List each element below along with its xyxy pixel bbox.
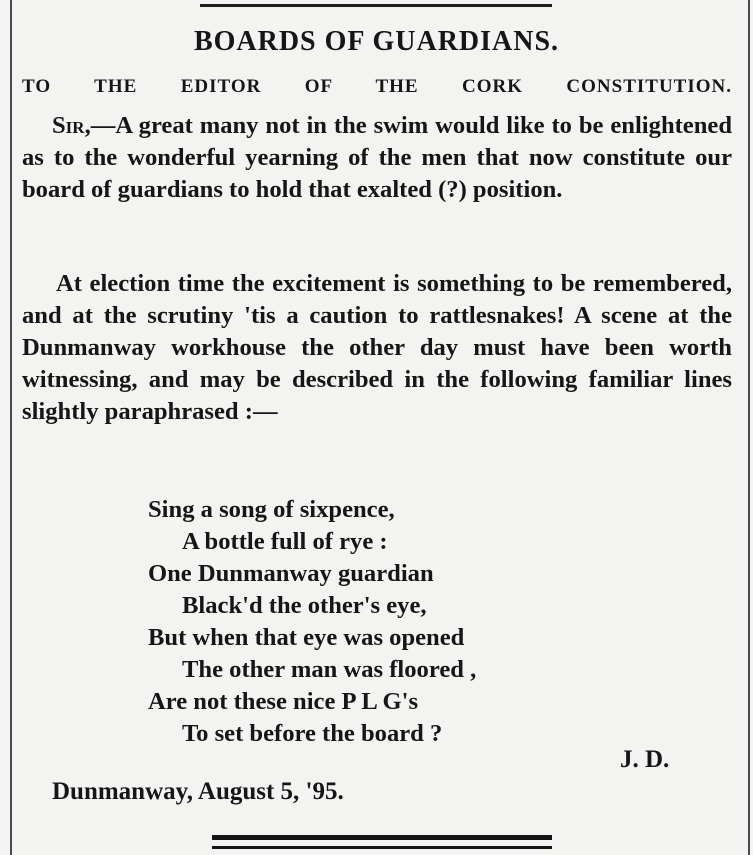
headline: BOARDS OF GUARDIANS. <box>193 26 560 57</box>
poem-line: Are not these nice P L G's <box>148 688 419 715</box>
letter-paragraph-2: At election time the excitement is something to be remembered, and at the scrutiny 'tis a caution to rattlesnakes! A scene at the Dunmanway workhouse the other day must have been worth witnessing, and may be described in the following familiar lines slightly paraphrased :— <box>22 270 732 425</box>
poem-line: Sing a song of sixpence, <box>148 496 395 523</box>
poem-line: A bottle full of rye : <box>182 528 388 555</box>
signature: J. D. <box>620 746 670 773</box>
poem <box>148 494 476 750</box>
bottom-rule-thin <box>212 846 552 849</box>
column-border-left <box>10 0 12 855</box>
poem-line: The other man was floored , <box>182 656 477 683</box>
poem-line: One Dunmanway guardian <box>148 560 434 587</box>
dateline: Dunmanway, August 5, '95. <box>52 778 344 805</box>
poem-line: To set before the board ? <box>182 720 443 747</box>
salutation: Sir, <box>52 112 91 139</box>
bottom-rule-thick <box>212 835 552 840</box>
column-border-right <box>748 0 750 855</box>
poem-line: Black'd the other's eye, <box>182 592 427 619</box>
letter-paragraph-1 <box>22 110 732 206</box>
top-rule <box>200 4 552 7</box>
paragraph-1-text: —A great many not in the swim would like to be enlightened as to the wonderful yearning of the men that now constitute our board of guardians to hold that exalted (?) position. <box>22 112 732 203</box>
poem-line: But when that eye was opened <box>148 624 465 651</box>
subheadline: TO THE EDITOR OF THE CORK CONSTITUTION. <box>22 76 732 97</box>
